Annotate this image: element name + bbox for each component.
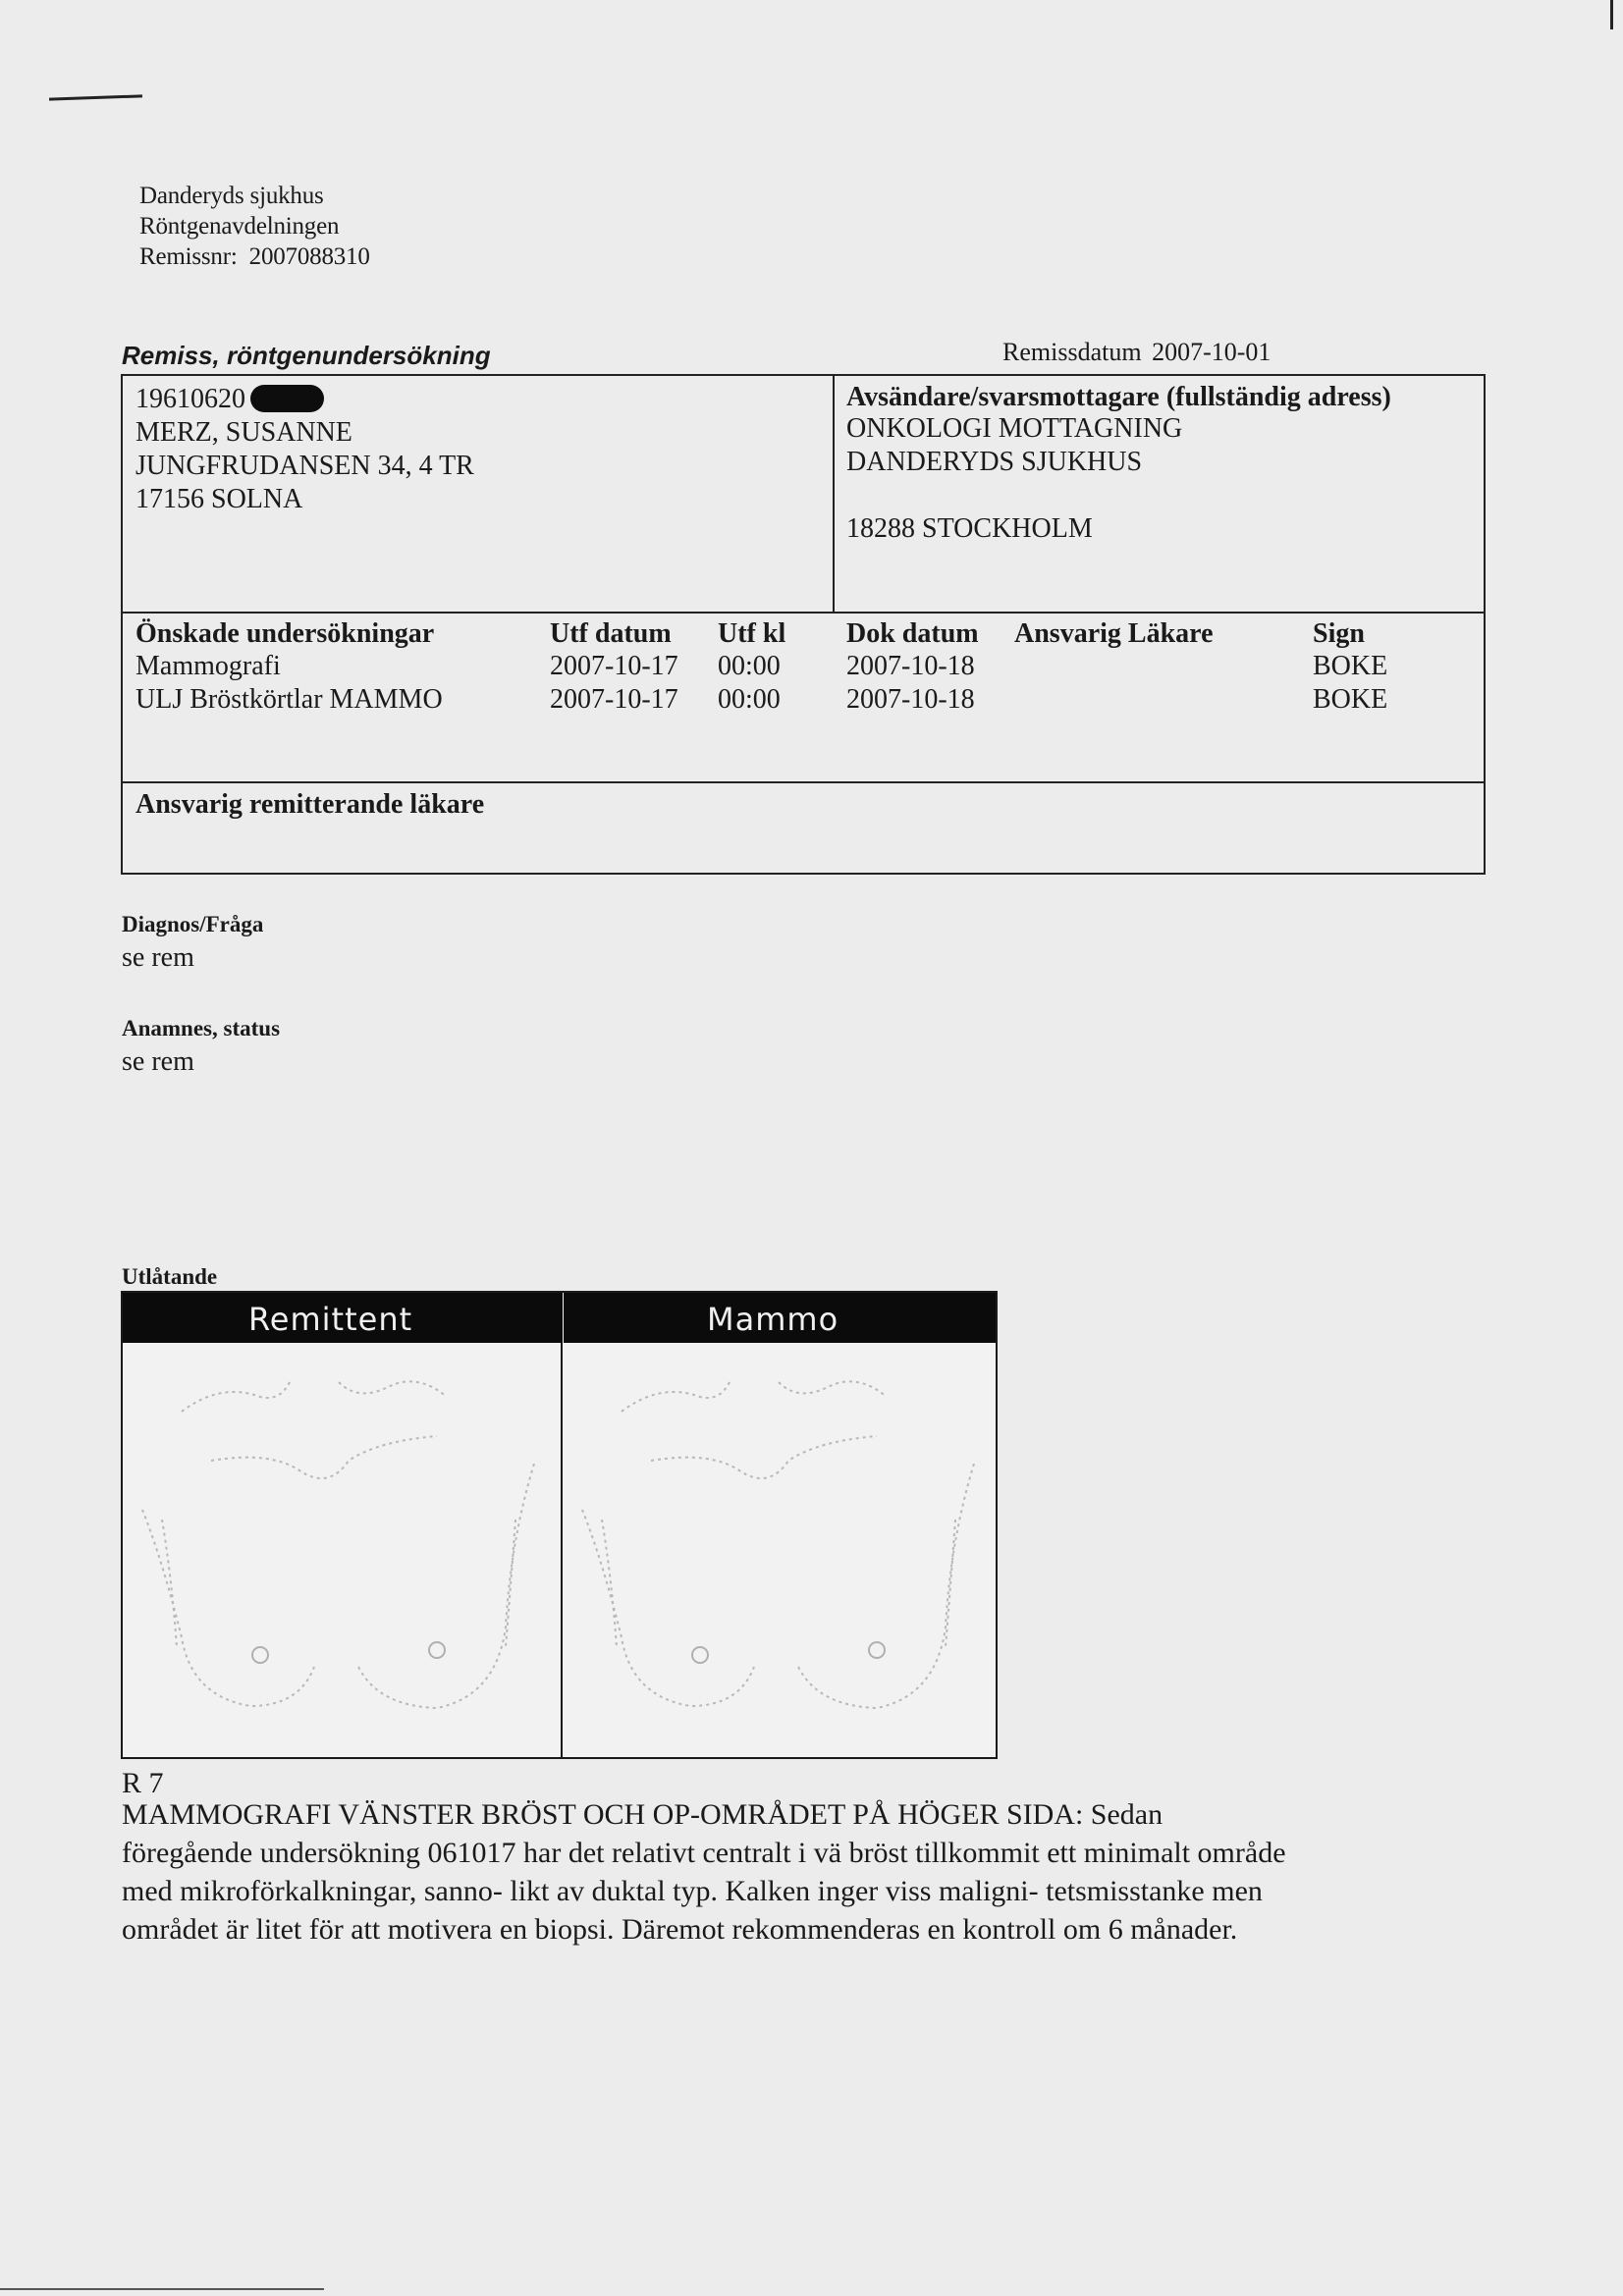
hospital-name: Danderyds sjukhus xyxy=(139,183,324,209)
utlatande-label: Utlåtande xyxy=(122,1264,218,1289)
table-row-dok-datum: 2007-10-18 xyxy=(846,684,975,715)
remissnr-value: 2007088310 xyxy=(248,243,370,270)
table-row-utf-datum: 2007-10-17 xyxy=(550,684,678,715)
remissnr xyxy=(139,242,370,272)
sender-line2: DANDERYDS SJUKHUS xyxy=(846,447,1143,477)
report-text: MAMMOGRAFI VÄNSTER BRÖST OCH OP-OMRÅDET PÅ HÖGER SIDA: Sedan föregående undersökning 061017 har det relativt centralt i vä bröst tillkommit ett minimalt område med mikroförkalkningar, sanno- likt av duktal typ. Kalken inger viss maligni- tetsmisstanke men området är litet för att motivera en biopsi. Däremot rekommenderas en kontroll om 6 månader. xyxy=(122,1798,1286,1946)
remissdatum-label: Remissdatum xyxy=(1002,338,1142,366)
sender-line1: ONKOLOGI MOTTAGNING xyxy=(846,413,1183,444)
report-ref: R 7 xyxy=(122,1767,164,1799)
table-row-utf-kl: 00:00 xyxy=(718,651,781,681)
department-name: Röntgenavdelningen xyxy=(139,213,340,240)
col-header-utf-datum: Utf datum xyxy=(550,618,672,649)
patient-address: JUNGFRUDANSEN 34, 4 TR xyxy=(135,451,474,481)
breast-sketch-left-icon xyxy=(123,1343,561,1757)
patient-sender-divider xyxy=(833,376,835,614)
exam-section-divider xyxy=(123,612,1484,614)
scan-mark-corner xyxy=(1610,0,1613,29)
table-row-utf-kl: 00:00 xyxy=(718,684,781,715)
sender-heading: Avsändare/svarsmottagare (fullständig adress) xyxy=(846,382,1391,412)
scan-mark-top xyxy=(49,94,142,100)
patient-postal: 17156 SOLNA xyxy=(135,484,303,514)
table-row-sign: BOKE xyxy=(1313,651,1388,681)
remissdatum-value: 2007-10-01 xyxy=(1152,338,1271,366)
diagnos-value: se rem xyxy=(122,942,194,973)
referring-section-divider xyxy=(123,781,1484,783)
remissnr-label: Remissnr: xyxy=(139,243,238,270)
patient-id: 19610620 xyxy=(135,384,245,414)
table-row-utf-datum: 2007-10-17 xyxy=(550,651,678,681)
anamnes-value: se rem xyxy=(122,1046,194,1077)
col-header-sign: Sign xyxy=(1313,618,1365,649)
table-row-exam: ULJ Bröstkörtlar MAMMO xyxy=(135,684,443,715)
redaction-mark xyxy=(250,385,324,412)
anamnes-label: Anamnes, status xyxy=(122,1016,281,1041)
breast-sketch-right-icon xyxy=(563,1343,996,1757)
diagnos-label: Diagnos/Fråga xyxy=(122,912,264,936)
referring-doctor-label: Ansvarig remitterande läkare xyxy=(135,789,485,820)
table-row-sign: BOKE xyxy=(1313,684,1388,715)
form-title: Remiss, röntgenundersökning xyxy=(122,341,491,370)
remissdatum xyxy=(1002,338,1271,367)
scan-mark-bottom xyxy=(0,2288,324,2290)
table-row-dok-datum: 2007-10-18 xyxy=(846,651,975,681)
diagram-label-mammo: Mammo xyxy=(707,1301,839,1338)
patient-name: MERZ, SUSANNE xyxy=(135,417,352,448)
breast-diagram xyxy=(121,1291,998,1759)
col-header-dok-datum: Dok datum xyxy=(846,618,979,649)
table-row-exam: Mammografi xyxy=(135,651,281,681)
col-header-utf-kl: Utf kl xyxy=(718,618,786,649)
col-header-lakare: Ansvarig Läkare xyxy=(1014,618,1214,649)
col-header-exam: Önskade undersökningar xyxy=(135,618,435,649)
sender-postal: 18288 STOCKHOLM xyxy=(846,513,1093,544)
diagram-label-remittent: Remittent xyxy=(248,1301,413,1338)
